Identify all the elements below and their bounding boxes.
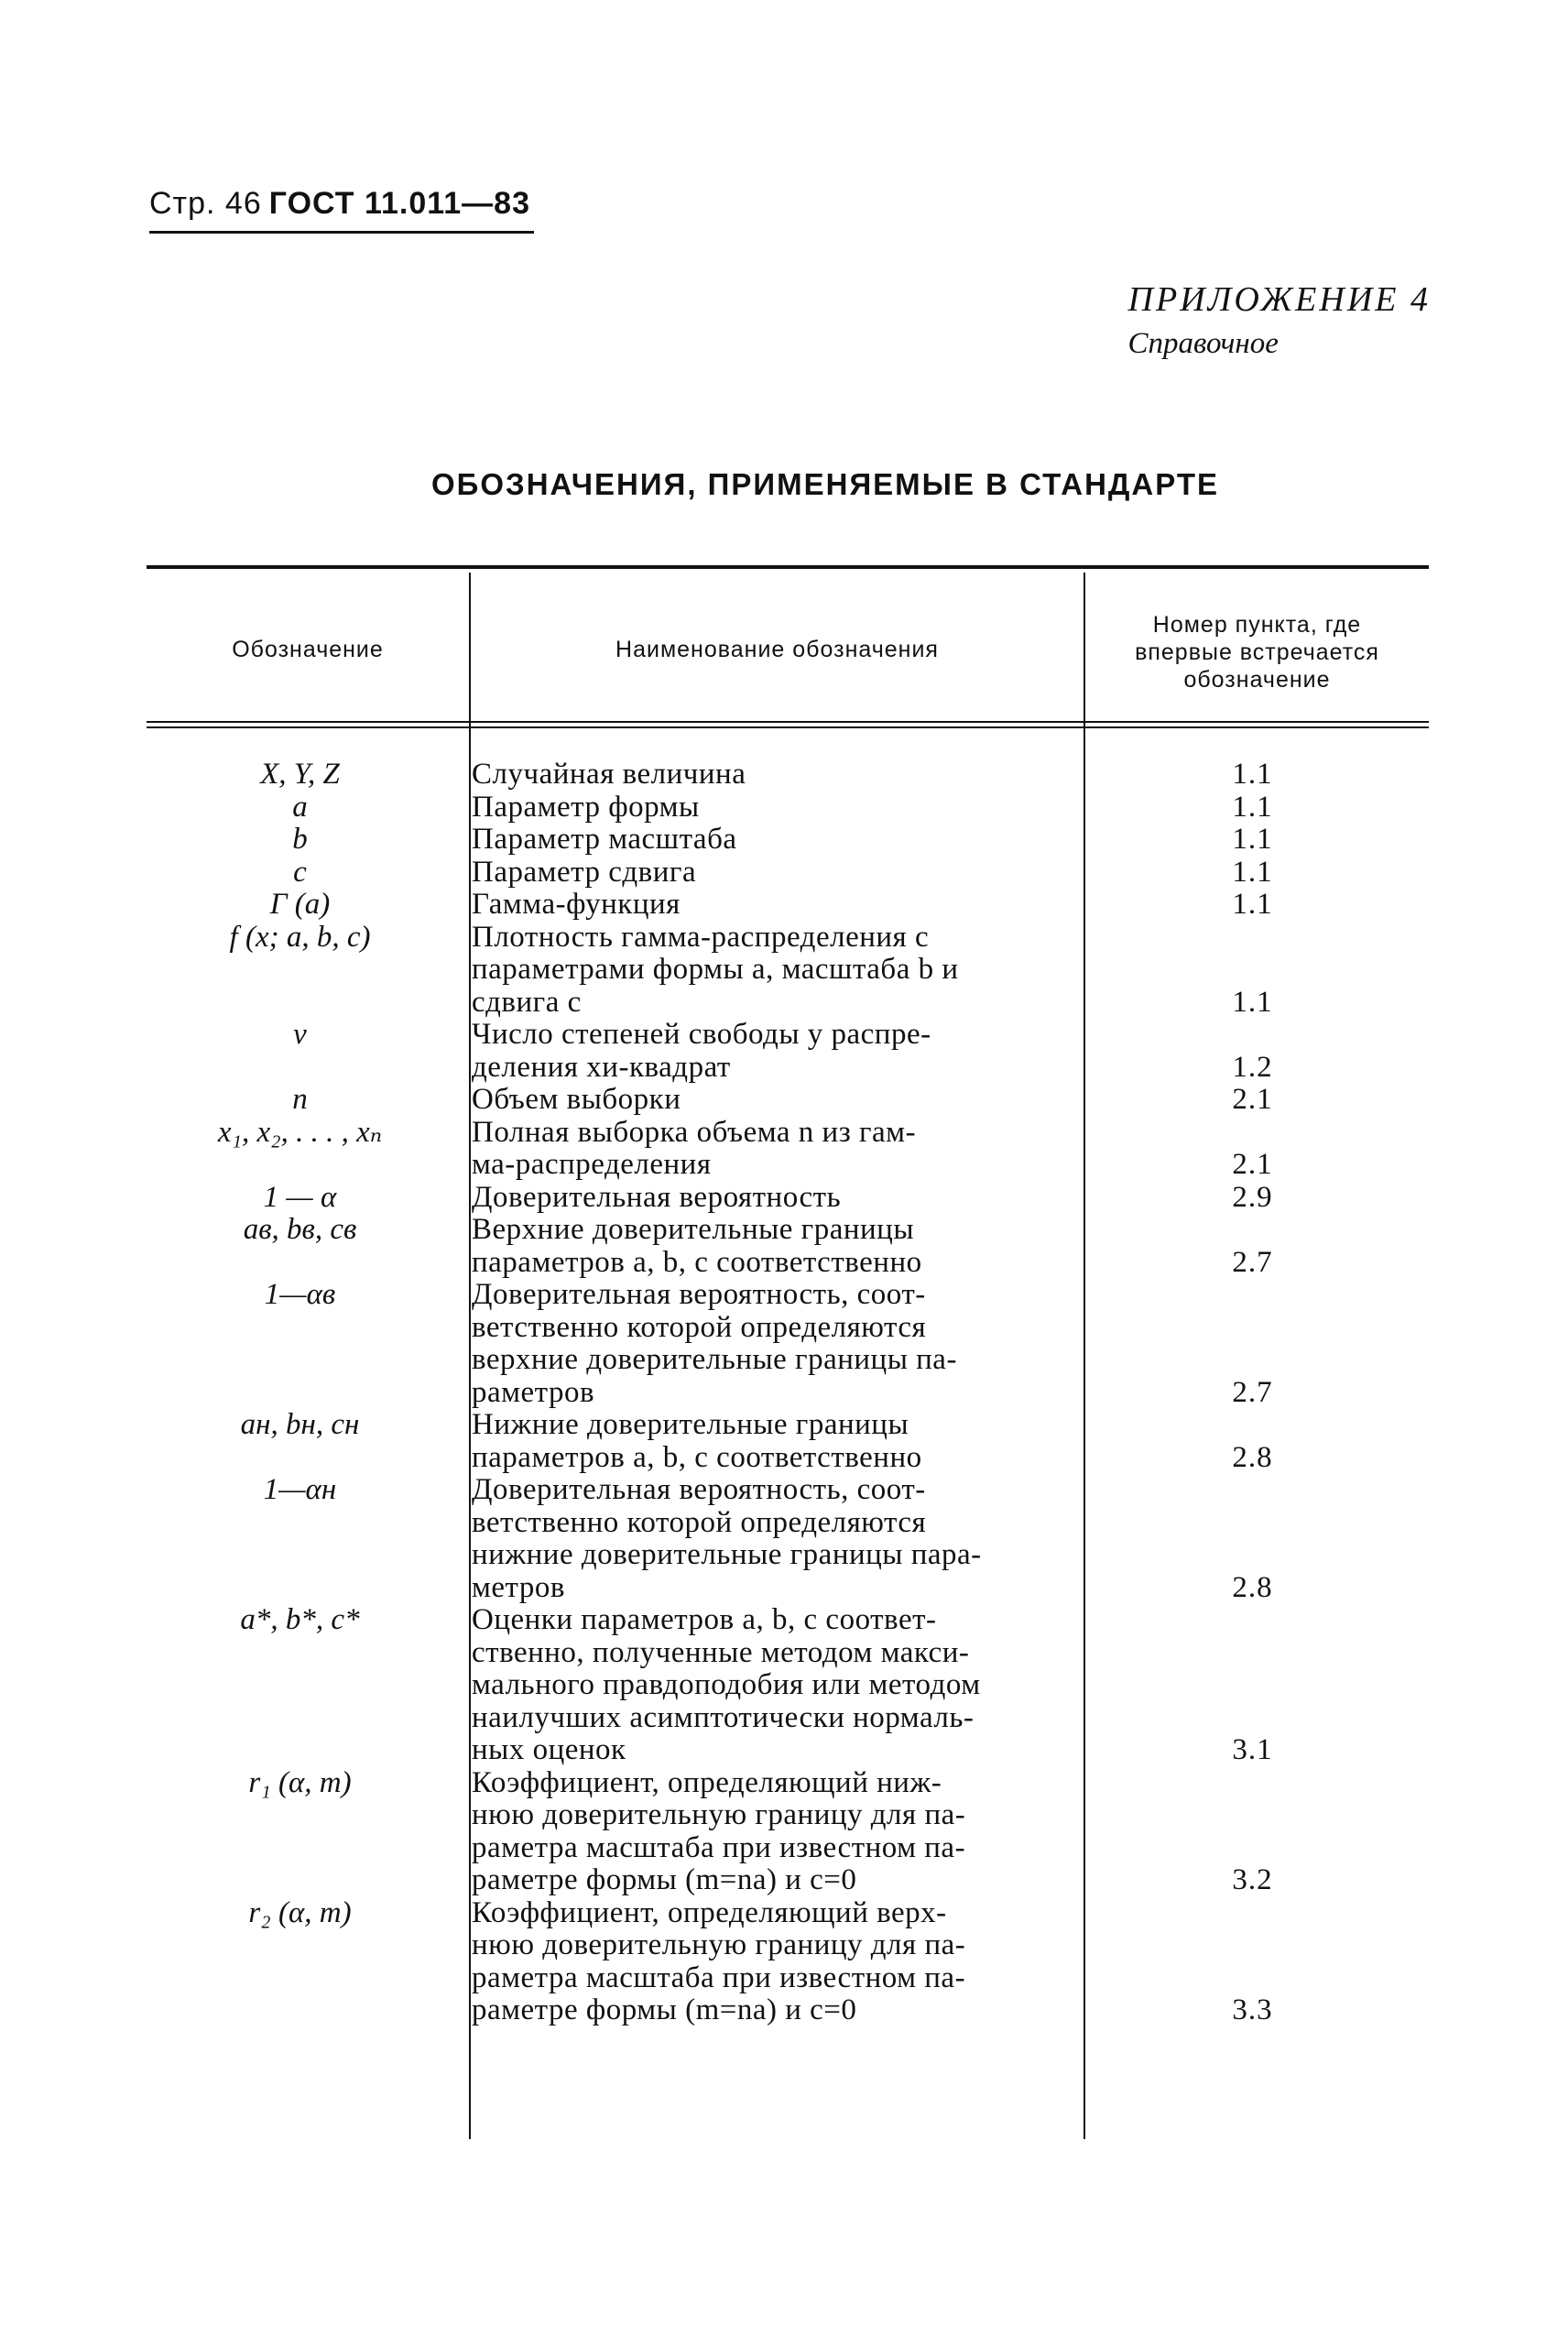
row-name-line: нюю доверительную границу для па- — [472, 1928, 966, 1961]
row-symbol: a*, b*, c* — [240, 1603, 360, 1636]
row-clause-cell — [1094, 1182, 1429, 1215]
table-row — [147, 1897, 1429, 2027]
row-clause: 2.7 — [1232, 1375, 1273, 1409]
table-top-rule — [147, 565, 1429, 569]
table-row — [147, 922, 1429, 1020]
table-row — [147, 1117, 1429, 1182]
row-name-line: Полная выборка объема n из гам- — [472, 1115, 917, 1149]
row-clause-cell — [1094, 1019, 1429, 1084]
row-name-line: Параметр масштаба — [472, 823, 737, 856]
table-row — [147, 1084, 1429, 1117]
row-name-line: Число степеней свободы у распре- — [472, 1018, 931, 1051]
row-clause: 2.8 — [1232, 1440, 1273, 1474]
row-name-line: ветственно которой определяются — [472, 1310, 927, 1344]
row-name-line: нюю доверительную границу для па- — [472, 1798, 966, 1831]
row-name — [472, 792, 1094, 824]
row-name — [472, 1604, 1094, 1767]
row-symbol: r₂ (α, m) — [248, 1895, 352, 1929]
row-name-line: Доверительная вероятность — [472, 1180, 842, 1214]
row-name-line: наилучших асимптотически нормаль- — [472, 1700, 975, 1734]
running-head — [149, 186, 530, 222]
row-clause-cell — [1094, 1084, 1429, 1117]
row-name-line: Параметр формы — [472, 790, 700, 824]
row-clause-cell — [1094, 857, 1429, 890]
row-name-line: Оценки параметров a, b, c соответ- — [472, 1603, 937, 1636]
row-name — [472, 889, 1094, 922]
row-name-line: ственно, полученные методом макси- — [472, 1635, 970, 1669]
table-row — [147, 1279, 1429, 1409]
table-row — [147, 857, 1429, 890]
row-symbol: 1—αв — [264, 1278, 336, 1311]
row-name-line: ветственно которой определяются — [472, 1505, 927, 1539]
row-name-line: ных оценок — [472, 1733, 626, 1766]
table-row — [147, 1474, 1429, 1604]
appendix-title: ПРИЛОЖЕНИЕ 4 — [1127, 280, 1431, 319]
row-name — [472, 857, 1094, 890]
row-clause: 1.1 — [1232, 823, 1273, 856]
row-clause-cell — [1094, 1279, 1429, 1409]
row-symbol: aв, bв, cв — [243, 1213, 357, 1246]
row-clause: 2.7 — [1232, 1245, 1273, 1279]
appendix-block — [1128, 279, 1431, 361]
row-symbol: ν — [293, 1018, 307, 1051]
table-row — [147, 1767, 1429, 1897]
row-clause: 1.2 — [1232, 1050, 1273, 1084]
row-name-line: метров — [472, 1570, 565, 1604]
row-clause: 1.1 — [1232, 758, 1273, 791]
appendix-subtitle: Справочное — [1127, 327, 1279, 360]
row-clause: 2.1 — [1232, 1148, 1273, 1181]
table-row — [147, 1019, 1429, 1084]
header-clause-line: обозначение — [1183, 667, 1331, 693]
row-name — [472, 1214, 1094, 1279]
row-name-line: Случайная величина — [472, 758, 746, 791]
row-clause-cell — [1094, 759, 1429, 792]
row-symbol: x₁, x₂, . . . , xₙ — [217, 1115, 383, 1149]
row-clause-cell — [1094, 824, 1429, 857]
document-title: ОБОЗНАЧЕНИЯ, ПРИМЕНЯЕМЫЕ В СТАНДАРТЕ — [430, 467, 1219, 501]
row-symbol: r₁ (α, m) — [248, 1765, 352, 1799]
row-clause: 1.1 — [1232, 985, 1273, 1019]
header-clause-line: Номер пункта, где — [1152, 612, 1362, 638]
row-clause-cell — [1094, 1474, 1429, 1604]
row-name-line: параметров a, b, c соответственно — [472, 1245, 922, 1279]
row-name-line: Коэффициент, определяющий верх- — [472, 1895, 947, 1929]
table-row — [147, 889, 1429, 922]
row-name-line: раметре формы (m=na) и c=0 — [472, 1993, 857, 2026]
row-name-line: мального правдоподобия или методом — [472, 1668, 981, 1701]
row-clause: 3.1 — [1232, 1733, 1273, 1766]
row-name-line: Доверительная вероятность, соот- — [472, 1278, 926, 1311]
header-rule — [149, 231, 534, 234]
row-clause-cell — [1094, 1214, 1429, 1279]
row-name — [472, 922, 1094, 1020]
row-name — [472, 1409, 1094, 1474]
row-symbol: aн, bн, cн — [240, 1408, 360, 1441]
row-clause-cell — [1094, 1767, 1429, 1897]
table-row — [147, 792, 1429, 824]
table-header-rule — [147, 721, 1429, 723]
row-clause: 2.1 — [1232, 1083, 1273, 1116]
row-symbol: X, Y, Z — [260, 758, 340, 791]
row-name-line: Гамма-функция — [472, 888, 681, 921]
row-clause: 2.9 — [1232, 1180, 1273, 1214]
row-symbol: c — [293, 855, 307, 889]
table-row — [147, 1214, 1429, 1279]
row-name-line: Объем выборки — [472, 1083, 681, 1116]
row-name — [472, 1084, 1094, 1117]
table-body — [147, 759, 1429, 2027]
row-symbol: f (x; a, b, c) — [229, 920, 371, 954]
row-name-line: Нижние доверительные границы — [472, 1408, 909, 1441]
row-clause: 1.1 — [1232, 790, 1273, 824]
row-clause-cell — [1094, 792, 1429, 824]
row-name — [472, 1117, 1094, 1182]
row-name-line: сдвига c — [472, 985, 582, 1019]
row-name-line: раметре формы (m=na) и c=0 — [472, 1863, 857, 1896]
row-name — [472, 1767, 1094, 1897]
row-name-line: Параметр сдвига — [472, 855, 697, 889]
row-name-line: ма-распределения — [472, 1148, 712, 1181]
row-name-line: Плотность гамма-распределения с — [472, 920, 930, 954]
row-name-line: нижние доверительные границы пара- — [472, 1538, 982, 1571]
row-clause-cell — [1094, 1409, 1429, 1474]
row-symbol: Γ (a) — [269, 888, 331, 921]
row-name-line: параметров a, b, c соответственно — [472, 1440, 922, 1474]
row-name — [472, 1019, 1094, 1084]
row-symbol: n — [292, 1083, 308, 1116]
row-name — [472, 1474, 1094, 1604]
page-number: Стр. 46 — [149, 186, 262, 221]
header-clause — [1085, 611, 1429, 693]
row-name-line: раметра масштаба при известном па- — [472, 1960, 966, 1994]
row-name — [472, 824, 1094, 857]
table-row — [147, 759, 1429, 792]
table-header-rule-2 — [147, 726, 1429, 728]
row-clause-cell — [1094, 1604, 1429, 1767]
row-name — [472, 759, 1094, 792]
row-clause-cell — [1094, 922, 1429, 1020]
row-symbol: 1—αн — [263, 1473, 337, 1506]
row-clause: 1.1 — [1232, 855, 1273, 889]
row-name-line: верхние доверительные границы па- — [472, 1343, 957, 1376]
row-symbol: b — [292, 823, 308, 856]
row-symbol: a — [292, 790, 308, 824]
row-name — [472, 1897, 1094, 2027]
row-name-line: деления хи-квадрат — [472, 1050, 731, 1084]
row-clause: 1.1 — [1232, 888, 1273, 921]
table-row — [147, 1409, 1429, 1474]
row-name-line: раметра масштаба при известном па- — [472, 1830, 966, 1864]
header-clause-line: впервые встречается — [1135, 639, 1379, 665]
header-symbol: Обозначение — [232, 637, 384, 662]
table-row — [147, 1182, 1429, 1215]
row-clause: 2.8 — [1232, 1570, 1273, 1604]
header-name: Наименование обозначения — [615, 637, 939, 662]
row-name-line: параметрами формы a, масштаба b и — [472, 953, 959, 986]
row-name-line: Верхние доверительные границы — [472, 1213, 915, 1246]
row-name-line: раметров — [472, 1375, 595, 1409]
row-clause-cell — [1094, 1897, 1429, 2027]
row-name — [472, 1182, 1094, 1215]
row-clause-cell — [1094, 1117, 1429, 1182]
table-row — [147, 824, 1429, 857]
row-symbol: 1 — α — [263, 1180, 337, 1214]
row-name-line: Коэффициент, определяющий ниж- — [472, 1765, 942, 1799]
row-clause-cell — [1094, 889, 1429, 922]
table-row — [147, 1604, 1429, 1767]
row-name-line: Доверительная вероятность, соот- — [472, 1473, 926, 1506]
standard-number: ГОСТ 11.011—83 — [268, 186, 531, 221]
row-clause: 3.3 — [1232, 1993, 1273, 2026]
row-name — [472, 1279, 1094, 1409]
row-clause: 3.2 — [1232, 1863, 1273, 1896]
